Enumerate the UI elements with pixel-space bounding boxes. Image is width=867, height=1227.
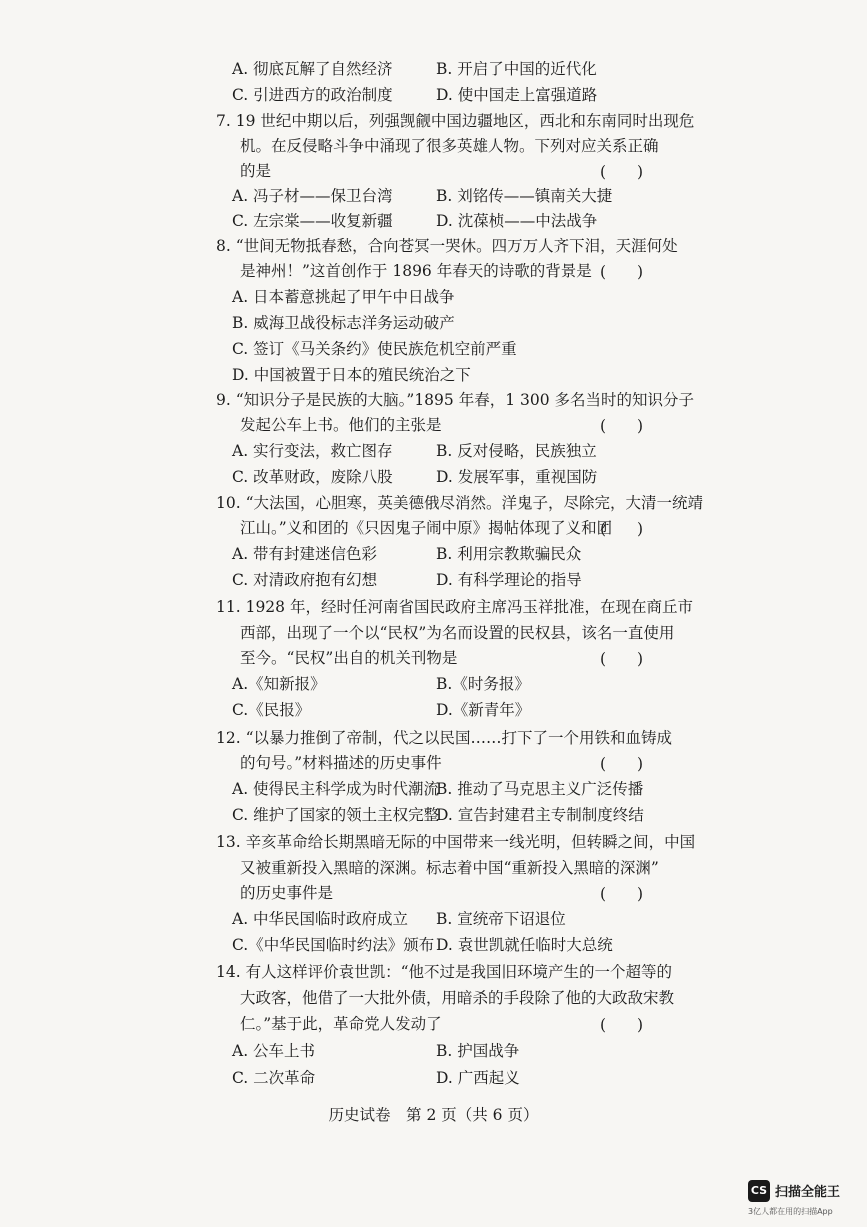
q13-option-b: B. 宣统帝下诏退位 xyxy=(436,910,566,928)
q8-option-a: A. 日本蓄意挑起了甲午中日战争 xyxy=(232,288,455,306)
q14-option-b: B. 护国战争 xyxy=(436,1042,520,1060)
q12-option-b: B. 推动了马克思主义广泛传播 xyxy=(436,780,644,798)
q8-option-b: B. 威海卫战役标志洋务运动破产 xyxy=(232,314,455,332)
q11-option-b: B.《时务报》 xyxy=(436,675,530,693)
q12-option-a: A. 使得民主科学成为时代潮流 xyxy=(232,780,440,798)
q11-option-d: D.《新青年》 xyxy=(436,701,531,719)
q14-answer-bracket[interactable]: ( ) xyxy=(600,1016,644,1034)
q8-option-c: C. 签订《马关条约》使民族危机空前严重 xyxy=(232,340,517,358)
q7-option-a: A. 冯子材——保卫台湾 xyxy=(232,187,393,205)
q13-line-2: 又被重新投入黑暗的深渊。标志着中国“重新投入黑暗的深渊” xyxy=(240,859,659,877)
q13-line-1: 13. 辛亥革命给长期黑暗无际的中国带来一线光明，但转瞬之间，中国 xyxy=(216,833,696,851)
q12-answer-bracket[interactable]: ( ) xyxy=(600,755,644,773)
q6-option-c: C. 引进西方的政治制度 xyxy=(232,86,393,104)
q6-option-a: A. 彻底瓦解了自然经济 xyxy=(232,60,393,78)
q10-option-c: C. 对清政府抱有幻想 xyxy=(232,571,378,589)
q9-answer-bracket[interactable]: ( ) xyxy=(600,417,644,435)
page-footer: 历史试卷 第 2 页（共 6 页） xyxy=(328,1106,539,1124)
q7-option-d: D. 沈葆桢——中法战争 xyxy=(436,212,598,230)
q13-line-3: 的历史事件是 xyxy=(240,884,334,902)
q7-line-2: 机。在反侵略斗争中涌现了很多英雄人物。下列对应关系正确 xyxy=(240,137,659,155)
q11-answer-bracket[interactable]: ( ) xyxy=(600,650,644,668)
q9-option-d: D. 发展军事，重视国防 xyxy=(436,468,598,486)
q13-option-a: A. 中华民国临时政府成立 xyxy=(232,910,409,928)
q14-option-c: C. 二次革命 xyxy=(232,1069,316,1087)
q10-line-1: 10. “大法国，心胆寒，英美德俄尽消然。洋鬼子，尽除完，大清一统靖 xyxy=(216,494,704,512)
q13-answer-bracket[interactable]: ( ) xyxy=(600,885,644,903)
q14-option-a: A. 公车上书 xyxy=(232,1042,316,1060)
q14-line-1: 14. 有人这样评价袁世凯：“他不过是我国旧环境产生的一个超等的 xyxy=(216,963,673,981)
q9-line-1: 9. “知识分子是民族的大脑。”1895 年春，1 300 多名当时的知识分子 xyxy=(216,391,694,409)
q10-option-a: A. 带有封建迷信色彩 xyxy=(232,545,378,563)
q14-line-3: 仁。”基于此，革命党人发动了 xyxy=(240,1015,442,1033)
q8-answer-bracket[interactable]: ( ) xyxy=(600,263,644,281)
scanner-watermark xyxy=(748,1180,860,1220)
q7-option-c: C. 左宗棠——收复新疆 xyxy=(232,212,393,230)
q8-line-1: 8. “世间无物抵春愁，合向苍冥一哭休。四万万人齐下泪，天涯何处 xyxy=(216,237,678,255)
q9-option-c: C. 改革财政，废除八股 xyxy=(232,468,393,486)
q7-line-1: 7. 19 世纪中期以后，列强觊觎中国边疆地区，西北和东南同时出现危 xyxy=(216,112,695,130)
camscanner-logo-icon: CS xyxy=(748,1180,770,1202)
q6-option-d: D. 使中国走上富强道路 xyxy=(436,86,598,104)
q12-option-c: C. 维护了国家的领土主权完整 xyxy=(232,806,440,824)
q11-line-1: 11. 1928 年，经时任河南省国民政府主席冯玉祥批准，在现在商丘市 xyxy=(216,598,693,616)
q7-line-3: 的是 xyxy=(240,162,272,180)
watermark-name: 扫描全能王 xyxy=(775,1185,841,1200)
q11-line-3: 至今。“民权”出自的机关刊物是 xyxy=(240,649,458,667)
q14-line-2: 大政客，他借了一大批外债，用暗杀的手段除了他的大政敌宋教 xyxy=(240,989,675,1007)
q12-line-2: 的句号。”材料描述的历史事件 xyxy=(240,754,442,772)
q12-line-1: 12. “以暴力推倒了帝制，代之以民国……打下了一个用铁和血铸成 xyxy=(216,729,673,747)
q10-line-2: 江山。”义和团的《只因鬼子闹中原》揭帖体现了义和团 xyxy=(240,519,613,537)
q14-option-d: D. 广西起义 xyxy=(436,1069,520,1087)
q13-option-c: C.《中华民国临时约法》颁布 xyxy=(232,936,435,954)
q8-line-2: 是神州！”这首创作于 1896 年春天的诗歌的背景是 xyxy=(240,262,592,280)
q12-option-d: D. 宣告封建君主专制制度终结 xyxy=(436,806,644,824)
q10-answer-bracket[interactable]: ( ) xyxy=(600,520,644,538)
q11-line-2: 西部，出现了一个以“民权”为名而设置的民权县，该名一直使用 xyxy=(240,624,675,642)
q7-answer-bracket[interactable]: ( ) xyxy=(600,163,644,181)
q10-option-d: D. 有科学理论的指导 xyxy=(436,571,582,589)
q7-option-b: B. 刘铭传——镇南关大捷 xyxy=(436,187,613,205)
q13-option-d: D. 袁世凯就任临时大总统 xyxy=(436,936,613,954)
q9-option-b: B. 反对侵略，民族独立 xyxy=(436,442,597,460)
q9-option-a: A. 实行变法，救亡图存 xyxy=(232,442,393,460)
q11-option-a: A.《知新报》 xyxy=(232,675,326,693)
q8-option-d: D. 中国被置于日本的殖民统治之下 xyxy=(232,366,471,384)
q9-line-2: 发起公车上书。他们的主张是 xyxy=(240,416,442,434)
q6-option-b: B. 开启了中国的近代化 xyxy=(436,60,597,78)
q11-option-c: C.《民报》 xyxy=(232,701,311,719)
q10-option-b: B. 利用宗教欺骗民众 xyxy=(436,545,582,563)
watermark-tagline: 3亿人都在用的扫描App xyxy=(748,1207,833,1216)
